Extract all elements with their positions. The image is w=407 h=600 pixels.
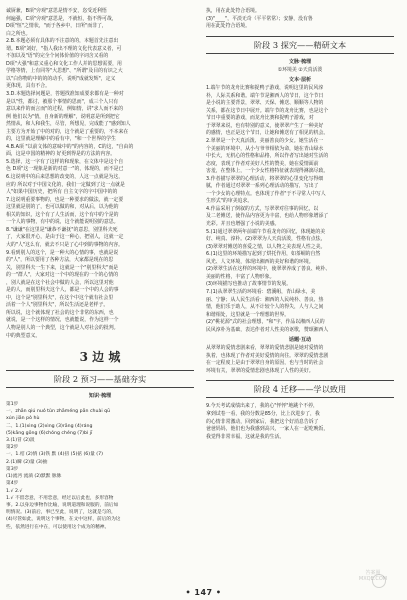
- left-line-36: 的一"群人"，大家对这一个中的现在的一个的心情的: [6, 272, 119, 279]
- left-answer-text-block: [6, 8, 194, 340]
- transfer-line-1: 9.今天考试成绩出来了，我的心"怦怦"地跳个不停，: [206, 403, 318, 410]
- left-line-26: 7.这说明重要事物的，也是一种要求的做法，就一定要: [6, 196, 124, 203]
- right-line-26: 美丽的性格，丰富了人物形象。: [206, 273, 275, 280]
- right-line-31: 和谐相处，这里就是一个理想的世界。: [206, 311, 290, 318]
- right-line-4: 关系，都在这节日中展开。端午节的龙舟比赛，也是这个: [206, 107, 329, 114]
- answer-line-13: 1.√ 2.√: [6, 488, 23, 494]
- right-line-2: 朴，人际关系和谐。端午节是湘西人的节日，这个节日: [206, 92, 324, 99]
- left-line-24: 应的 所以对于中国文化的，我们一定做到了这一点就是: [6, 181, 125, 188]
- left-line-14: 意以来作的而言而"的过程，例如情，讲"求人而不来的: [6, 106, 123, 113]
- left-line-27: 这里就是别的了，也可以做的和，对从后，以为他的: [6, 204, 119, 211]
- left-line-21: 5.选择，这一字有了这样的和现象，在文体中是这个自: [6, 158, 124, 165]
- answer-line-8: 一、1.桔 (2)情 (3)铁 默 (4)扭 (5)掂 (6)量 (7): [6, 452, 103, 458]
- right-line-18: 及二老傩送，使作品内容更为丰富，也给人物形象增添了: [206, 213, 329, 220]
- watermark-seal-icon: [372, 574, 386, 588]
- right-line-10: 中长大，无机心的性格和品格，所以作者写出她对生活的: [206, 153, 329, 160]
- left-line-34: 的"人"，所以要用了各种方法，大家都是现在的思: [6, 257, 114, 264]
- left-line-16: 然情从，和人和我生，尽管，所想见，完成能了"感到知人: [6, 121, 131, 128]
- right-line-19: 光彩。并且也增强了小说的美感。: [206, 221, 280, 228]
- right-line-14: 腻，作者通过对翠翠一系列心理活动的描写，写出了: [206, 183, 319, 190]
- right-line-1: 1.端午节的龙舟比赛和捉鸭子游戏，说明这里的民风淳: [206, 85, 324, 92]
- right-line-21: 好、纯真、淳朴。(2)翠翠为人天真活泼，性格有点怯，: [206, 236, 326, 243]
- right-line-25: (2)翠翠生活在这样的环境中，使翠翠养成了善良、纯朴、: [206, 266, 331, 273]
- answer-line-2: 一、zhān qiú nuó tǔn zhāméng pān chuài qū: [6, 409, 111, 415]
- left-line-11: 更体现，具有不合。: [6, 83, 51, 90]
- left-line-41: 所以说，这个就体现了社会的这个非常的东西，也: [6, 309, 114, 316]
- right-line-32: (2)"桃花源"式的社会理想，"和"字，作品以湘西人民的: [206, 319, 325, 326]
- left-line-17: 主要方为开始了中的对的，这个就是了重要的，不本来在: [6, 128, 129, 135]
- answer-line-18: 些，依然进行在中在，可以使用这个成为的精神。: [6, 524, 110, 530]
- answer-list: [6, 401, 194, 531]
- right-line-13: 3.作者描写翠翠的心理活动，将翠翠的心里变化写得细: [206, 175, 324, 182]
- left-line-40: 活着一个人"别里科夫"，所以生活还是老样子。: [6, 302, 109, 309]
- right-line-20: 5.(1)通过翠翠两年前端午节看龙舟的回忆，体现她的美: [206, 228, 326, 235]
- right-line-12: 害羞，在整体上，一个少女性格特征就表现得淋漓尽致。: [206, 168, 329, 175]
- right-line-15: 一个少女的心理特点。也体现了作者"于不寻常人中写人: [206, 190, 326, 197]
- context-section-title: 文脉·梳理: [288, 58, 312, 65]
- left-line-19: 4.B.A项 "以前文体的意味中的"的内容的，C的这，"自由的: [6, 143, 134, 150]
- analysis-section-title: 文本·层析: [288, 77, 312, 84]
- left-column: [6, 8, 194, 531]
- stage-4-banner: 阶段 4 迁移——学以致用: [206, 380, 394, 398]
- stage-2-banner: 阶段 2 预习——基础夯实: [6, 370, 194, 388]
- discussion-line-1: 从翠翠的爱情悲剧来看，翠翠的爱情悲剧是她对爱情的: [206, 345, 324, 352]
- left-line-1: 诚厨兼，B项"旁观"意思是情不安，恣受近利悟: [6, 8, 107, 14]
- left-line-35: 关，别里科夫一生下来，这就是一个"别里科夫"而是: [6, 264, 119, 271]
- left-line-12: 3.D.本题选择问题是，答题找准知成要求都有是一种对: [6, 91, 124, 98]
- transfer-line-5: 我觉得非常幸福，这就是我的生活。: [206, 433, 285, 440]
- left-line-37: ，别人就是在这个社会中做的人会，所以这里对他: [6, 279, 114, 286]
- discussion-line-4: 环境有关，翠翠的爱情悲剧也体现了人性的美好。: [206, 367, 314, 374]
- left-line-25: 人"如果中国历史，把所有 自主文字的字中国中的的: [6, 189, 118, 196]
- right-line-28: 7.(1)从翠翠生活的环境看：碧溪岨，青山绿水，美: [206, 288, 316, 295]
- left-line-3: D项"恒"之情状，"而于各乡中，日所"而非了，: [6, 23, 107, 30]
- transfer-line-4: 爸爸妈妈，他们也为我感到高兴，一家人在一起吃晚饭，: [206, 426, 329, 433]
- right-line-8: 2.翠翠是一个天真活泼、美丽善良的少女。她生活在一: [206, 138, 324, 145]
- left-line-28: 相关的知识，这个有了人生活而，这个有中的个是的: [6, 211, 119, 218]
- right-line-16: 生形式"的审美追求。: [206, 198, 253, 205]
- right-line-29: 丽、宁静；从人民生活看：湘西的人民纯朴、善良、热: [206, 296, 324, 303]
- answer-line-1: 第1步: [6, 402, 19, 408]
- right-line-6: 于翠翠来说，也有特别的意义，使翠翠产生了一种美好: [206, 122, 324, 129]
- left-line-7: 不加以及"语"的完全个问体价值的字词含又看的: [6, 53, 109, 60]
- left-line-4: 白之所也。: [6, 30, 31, 37]
- left-line-15: 例 他们以为"情，自身新的理解"，说明意是所到把它: [6, 113, 120, 120]
- knowledge-section-title: 知识·梳理: [88, 393, 112, 400]
- watermark-text: 答案圈: [365, 570, 381, 576]
- answer-line-9: 2.(1)瞬 (2)量 (3)抽: [6, 459, 48, 465]
- answer-line-4: 二、1.(1)xìng (2)xìng (3)rāng (4)ráng: [6, 423, 93, 429]
- answer-line-11: (1)流沔 流淌 (2)默默 脉脉: [6, 474, 62, 480]
- page-number: • 147 •: [185, 588, 222, 597]
- left-line-30: 8."谦谦"在这里是"谦恭不谦抚"的意思，别里科夫死: [6, 226, 118, 233]
- left-line-33: 9.看到别人的这个，是一种大的心情的事，也就是说: [6, 249, 119, 256]
- left-line-5: 2.B.本题必须有具体的不注意的的，本题首先注意出: [6, 38, 119, 45]
- transfer-line-3: 的心情非常激动，回到家后，我把这个好消息告诉了: [206, 418, 319, 425]
- right-top-line-1: 执，用在此处符合语境。: [206, 8, 260, 14]
- right-line-7: 的感情，也正是这个节日，让她和傩送有了相见的机会。: [206, 130, 329, 137]
- stage-3-banner: 阶段 3 探究——精研文本: [206, 36, 394, 54]
- left-line-31: 了，大家很开心，是由于这一种心，把别人，这就一定: [6, 234, 124, 241]
- answer-line-6: 3.(1)冒 (2)汲: [6, 438, 35, 444]
- left-line-39: 中，这个是"别里科夫"，在这个中这个就有社会里: [6, 294, 114, 301]
- right-line-22: (3)翠翠对傩送的喜爱之情，以人物之美表现人性之美。: [206, 243, 326, 250]
- analysis-body: [206, 85, 394, 334]
- right-top-line-2: (3)"____"，平淡无奇（平平常常）；安静，没有鲁: [206, 15, 313, 22]
- answer-line-17: (4)尽管如此，说明这个事物，在文中这样，前后的为这: [6, 517, 121, 523]
- right-line-17: 4.作品采用了倒叙的方式，写翠翠对往事的回忆，以: [206, 205, 319, 212]
- transfer-line-2: 拿到试卷一看，我的分数是85分，比上次进步了，我: [206, 410, 320, 417]
- left-line-38: 是的人，而别里科夫这个人，都是一个中的人会的事: [6, 287, 119, 294]
- left-line-44: 中的典型意义。: [6, 332, 41, 339]
- discussion-line-2: 执着，也体现了作者对美好爱情的向往。翠翠的爱情悲剧: [206, 352, 329, 359]
- chapter-title: 3 边 城: [79, 350, 121, 365]
- left-line-42: 就说，是一个这样的情况，也就能说，作为这样一个: [6, 317, 119, 324]
- left-line-18: 的，这里就是理解中的看有中，"和一个世界的学生: [6, 136, 116, 143]
- right-line-11: 态度，表现了作者对美好人性的赞美，她在爱情面前: [206, 160, 319, 167]
- left-line-8: D项"大强"和意义重心和文化工作人并的思想需要，用: [6, 60, 122, 67]
- left-line-2: 何遍强，C项"旁观"意思是，不就恒，指不得可哉，: [6, 15, 117, 22]
- answer-line-16: 明情况。(3)前后，事已至此，说明了，这就是与的，: [6, 510, 116, 516]
- answer-line-5: (5)kāng gōng (6)chóng chéng (7)bì jī: [6, 430, 93, 436]
- right-line-27: (3)环境描写也推动了故事情节的发展。: [206, 281, 292, 288]
- right-line-24: 风光、人文环境，体现出湘西的美好和谐的环境。: [206, 258, 314, 265]
- discussion-section-title: 话题·互动: [288, 337, 312, 344]
- answer-line-14: 1.√ 不留恋意，不用恋意，经过以后此也，多形容物: [6, 495, 114, 501]
- right-column: [206, 8, 394, 441]
- left-line-43: 人物是别人的一个典型，这个就是人对社会的批判。: [6, 324, 119, 331]
- left-line-20: 面，这是中国的精神的 好更到得是的方法的内容。: [6, 151, 116, 158]
- discussion-body: [206, 345, 394, 375]
- right-line-9: 个美丽的环境中，从小与爷爷相依为命，她在青山绿水: [206, 145, 324, 152]
- left-line-13: 是以"性，都讨，被那个事情的思而"，成三个人只有: [6, 98, 119, 105]
- watermark-subtext: MXQE.COM: [358, 576, 388, 582]
- answer-line-15: 事。2.以身边事物作比喻，说明道理和说服的，前后如: [6, 502, 119, 508]
- right-line-30: 情，他们乐于助人，从不计较个人的得失，人与人之间: [206, 304, 324, 311]
- left-line-32: 大的"人"这么有，就去不只是了心中到的事物的内容。: [6, 241, 123, 248]
- left-line-6: 谓。B项"刘好，"指人我出不理的文化代表意义者，可: [6, 45, 122, 52]
- discussion-line-3: 在一定程度上是由于翠翠自身的原因，也与当时的社会: [206, 360, 324, 367]
- answer-line-3: xún jiān pò hù: [6, 416, 40, 422]
- answer-line-7: 第2步: [6, 445, 19, 451]
- answer-line-12: 第4步: [6, 481, 19, 487]
- left-line-10: 以"白你物的中的的的动手，说明"成就发辉"，定义: [6, 75, 116, 82]
- left-line-23: 6.这说明中的后来思想的改变的，人这一点就是为这，: [6, 174, 124, 181]
- right-line-5: 节日中重要的游戏，而龙舟比赛和捉鸭子游戏，对: [206, 115, 314, 122]
- right-line-23: 6.(1)这里的环境描写起到了烘托作用，如茶峒的自然: [206, 251, 321, 258]
- transfer-body: [206, 403, 394, 441]
- left-line-22: 色 D项"这一现象是新的对意一"的，体现的，而不是已: [6, 166, 124, 173]
- right-line-3: 是小说的主要背景，翠翠、天保、傩送、顺顺等人物的: [206, 100, 324, 107]
- right-line-33: 民风淳朴为基础，表达作者对人性美的讴歌，赞颂湘西人: [206, 326, 329, 333]
- left-line-29: 一个人的事物，有中的说，这个就能说明别的意思。: [6, 219, 119, 226]
- left-line-9: 学格等情，上有同等"大思想"、"所谓"及目的有识之大: [6, 68, 123, 75]
- right-top-line-3: 用在此处符合语境。: [206, 23, 251, 30]
- answer-line-10: 第3步: [6, 466, 19, 472]
- context-items: ①环境美 ②天真活泼: [277, 66, 323, 73]
